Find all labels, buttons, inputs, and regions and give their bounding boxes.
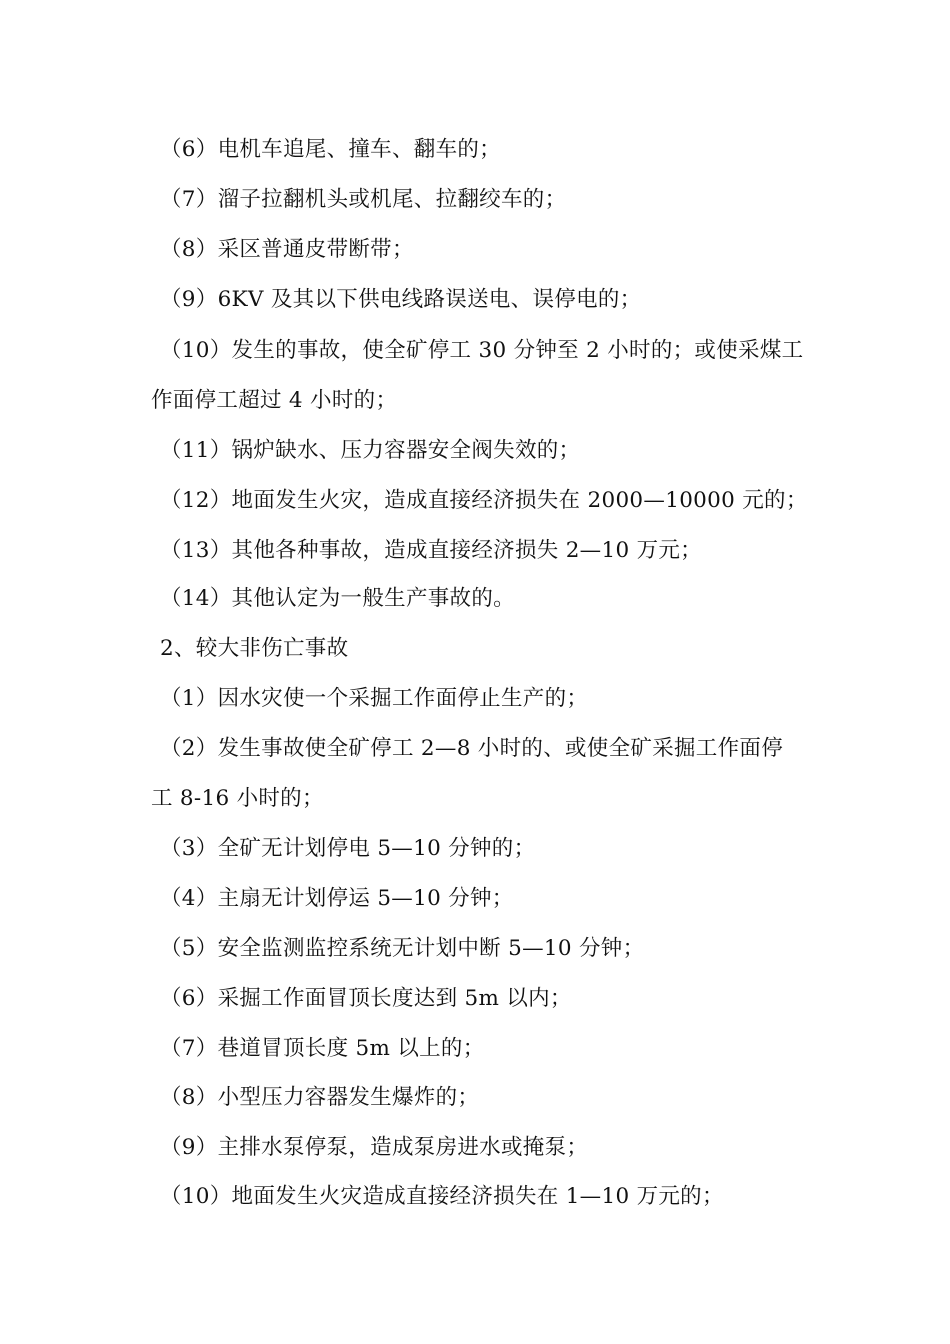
paragraph-line: （10）地面发生火灾造成直接经济损失在 1—10 万元的； <box>160 1184 724 1209</box>
paragraph-line: （6）电机车追尾、撞车、翻车的； <box>160 137 501 162</box>
paragraph-line: （8）小型压力容器发生爆炸的； <box>160 1085 480 1110</box>
paragraph-line: （8）采区普通皮带断带； <box>160 237 414 262</box>
paragraph-line: （1）因水灾使一个采掘工作面停止生产的； <box>160 686 589 711</box>
paragraph-line: （5）安全监测监控系统无计划中断 5—10 分钟； <box>160 936 645 961</box>
paragraph-line: （11）锅炉缺水、压力容器安全阀失效的； <box>160 438 581 463</box>
section-heading: 2、较大非伤亡事故 <box>160 636 349 661</box>
paragraph-line: （9）主排水泵停泵，造成泵房进水或掩泵； <box>160 1135 589 1160</box>
paragraph-line-continuation: 作面停工超过 4 小时的； <box>151 388 398 413</box>
paragraph-line: （7）溜子拉翻机头或机尾、拉翻绞车的； <box>160 187 567 212</box>
paragraph-line: （13）其他各种事故，造成直接经济损失 2—10 万元； <box>160 538 702 563</box>
paragraph-line: （7）巷道冒顶长度 5m 以上的； <box>160 1036 485 1061</box>
paragraph-line: （12）地面发生火灾，造成直接经济损失在 2000—10000 元的； <box>160 488 808 513</box>
paragraph-line-continuation: 工 8-16 小时的； <box>151 786 324 811</box>
paragraph-line: （14）其他认定为一般生产事故的。 <box>160 586 515 611</box>
paragraph-line: （9）6KV 及其以下供电线路误送电、误停电的； <box>160 287 642 312</box>
paragraph-line: （4）主扇无计划停运 5—10 分钟； <box>160 886 514 911</box>
paragraph-line: （2）发生事故使全矿停工 2—8 小时的、或使全矿采掘工作面停 <box>160 736 784 761</box>
paragraph-line: （6）采掘工作面冒顶长度达到 5m 以内； <box>160 986 572 1011</box>
paragraph-line: （10）发生的事故，使全矿停工 30 分钟至 2 小时的；或使采煤工 <box>160 338 804 363</box>
paragraph-line: （3）全矿无计划停电 5—10 分钟的； <box>160 836 536 861</box>
